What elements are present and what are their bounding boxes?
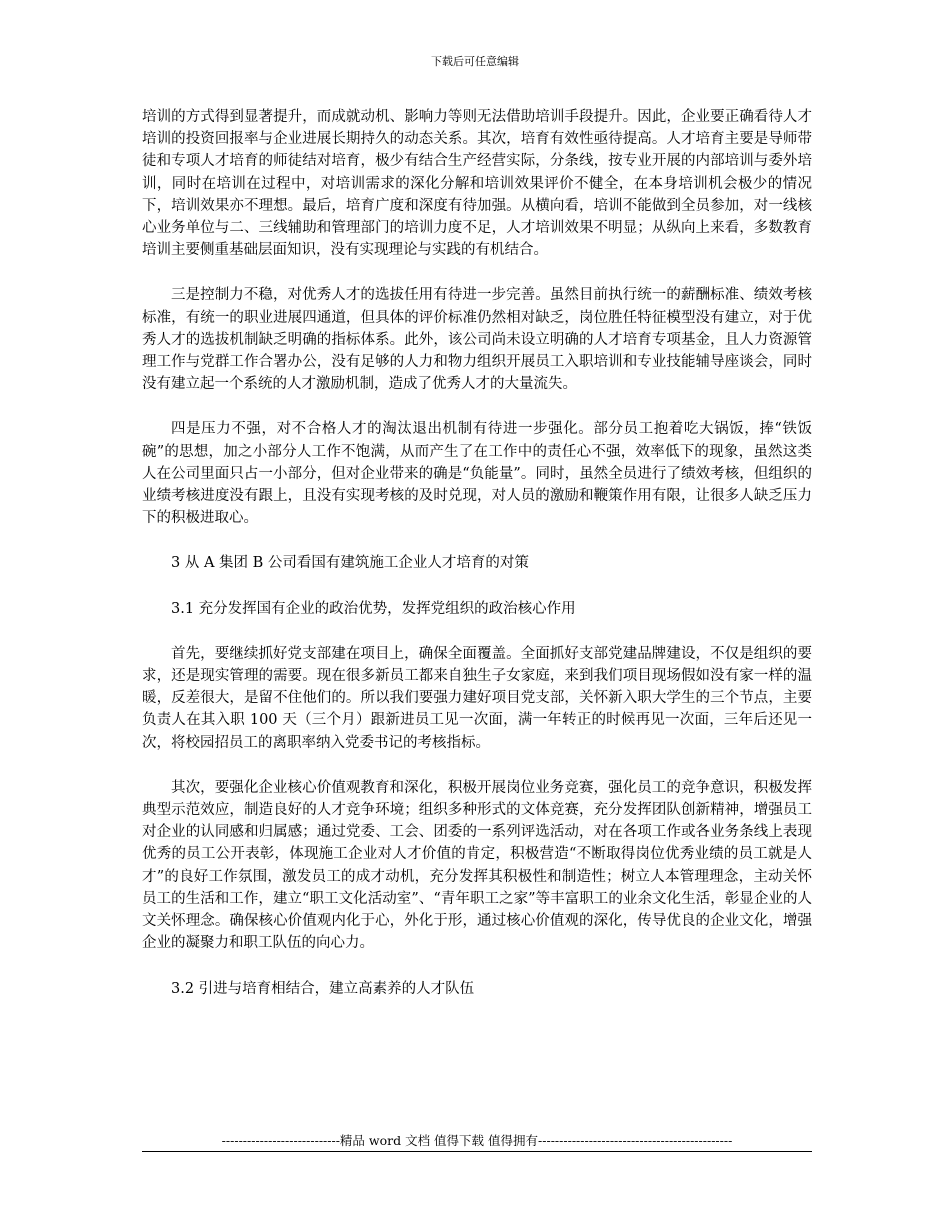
paragraph-control-power: 三是控制力不稳，对优秀人才的选拔任用有待进一步完善。虽然目前执行统一的薪酬标准、绩效考核标准，有统一的职业进展四通道，但具体的评价标准仍然相对缺乏，岗位胜任特征模型没有建立，对于优秀人才的选拔机制缺乏明确的指标体系。此外，该公司尚未设立明确的人才培育专项基金，且人力资源管理工作与党群工作合署办公，没有足够的人力和物力组织开展员工入职培训和专业技能辅导座谈会，同时没有建立起一个系统的人才激励机制，造成了优秀人才的大量流失。	[142, 287, 812, 393]
paragraph-core-values: 其次，要强化企业核心价值观教育和深化，积极开展岗位业务竞赛，强化员工的竞争意识，积极发挥典型示范效应，制造良好的人才竞争环境；组织多种形式的文体竞赛，充分发挥团队创新精神，增强员工对企业的认同感和归属感；通过党委、工会、团委的一系列评选活动，对在各项工作或各业务条线上表现优秀的员工公开表彰，体现施工企业对人才价值的肯定，积极营造“不断取得岗位优秀业绩的员工就是人才”的良好工作氛围，激发员工的成才动机，充分发挥其积极性和制造性；树立人本管理理念，主动关怀员工的生活和工作，建立“职工文化活动室”、“青年职工之家”等丰富职工的业余文化生活，彰显企业的人文关怀理念。确保核心价值观内化于心，外化于形，通过核心价值观的深化，传导优良的企业文化，增强企业的凝聚力和职工队伍的向心力。	[142, 779, 812, 952]
page-header: 下载后可任意编辑	[431, 55, 519, 68]
document-body	[142, 106, 812, 1023]
footer-divider	[142, 1151, 812, 1152]
paragraph-pressure: 四是压力不强，对不合格人才的淘汰退出机制有待进一步强化。部分员工抱着吃大锅饭，捧“铁饭碗”的思想，加之小部分人工作不饱满，从而产生了在工作中的责任心不强，效率低下的现象，虽然这类人在公司里面只占一小部分，但对企业带来的确是“负能量”。同时，虽然全员进行了绩效考核，但组织的业绩考核进度没有跟上，且没有实现考核的及时兑现，对人员的激励和鞭策作用有限，让很多人缺乏压力下的积极进取心。	[142, 421, 812, 527]
paragraph-party-branch: 首先，要继续抓好党支部建在项目上，确保全面覆盖。全面抓好支部党建品牌建设，不仅是组织的要求，还是现实管理的需要。现在很多新员工都来自独生子女家庭，来到我们项目现场假如没有家一样的温暖，反差很大，是留不住他们的。所以我们要强力建好项目党支部，关怀新入职大学生的三个节点，主要负责人在其入职 100 天（三个月）跟新进员工见一次面，满一年转正的时候再见一次面，三年后还见一次，将校园招员工的离职率纳入党委书记的考核指标。	[142, 645, 812, 751]
section-heading-3-1: 3.1 充分发挥国有企业的政治优势，发挥党组织的政治核心作用	[171, 600, 576, 617]
section-heading-3: 3 从 A 集团 B 公司看国有建筑施工企业人才培育的对策	[171, 555, 529, 572]
paragraph-training-effectiveness: 培训的方式得到显著提升，而成就动机、影响力等则无法借助培训手段提升。因此，企业要正确看待人才培训的投资回报率与企业进展长期持久的动态关系。其次，培育有效性亟待提高。人才培育主要是导师带徒和专项人才培育的师徒结对培育，极少有结合生产经营实际，分条线，按专业开展的内部培训与委外培训，同时在培训在过程中，对培训需求的深化分解和培训效果评价不健全，在本身培训机会极少的情况下，培训效果亦不理想。最后，培育广度和深度有待加强。从横向看，培训不能做到全员参加，对一线核心业务单位与二、三线辅助和管理部门的培训力度不足，人才培训效果不明显；从纵向上来看，多数教育培训主要侧重基础层面知识，没有实现理论与实践的有机结合。	[142, 109, 812, 259]
section-heading-3-2: 3.2 引进与培育相结合，建立高素养的人才队伍	[171, 980, 475, 997]
page-footer: ----------------------------精品 word 文档 值得下载 值得拥有----------------------------------------------	[221, 1133, 733, 1148]
